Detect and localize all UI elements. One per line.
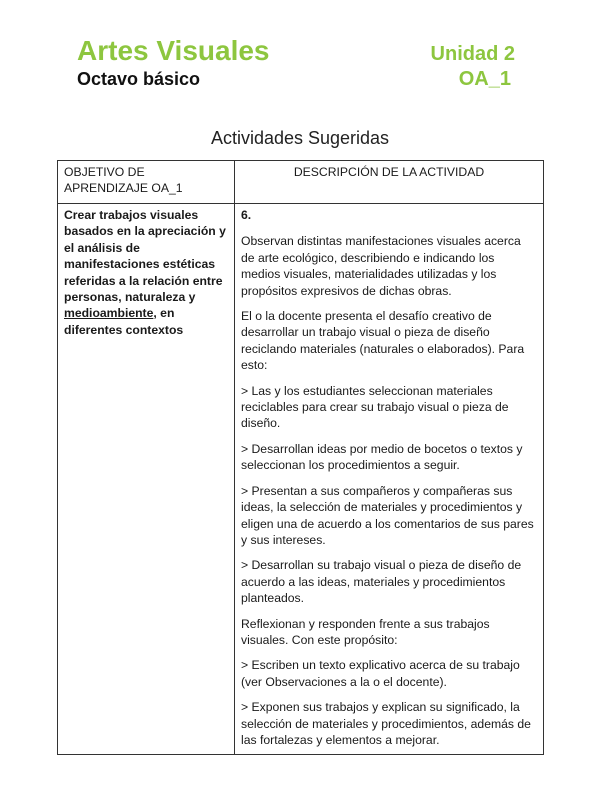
header-row-top	[77, 34, 517, 68]
objective-text-end: , en diferentes contextos	[64, 306, 184, 337]
description-paragraph: El o la docente presenta el desafío creativo de desarrollar un trabajo visual o pieza de diseño reciclando materiales (naturales o elaborados). Para esto:	[241, 309, 525, 373]
objective-cell	[58, 204, 235, 755]
activity-number: 6.	[241, 208, 252, 222]
grade-level: Octavo básico	[77, 69, 201, 89]
table-header-row	[58, 161, 544, 204]
objective-column-header: OBJETIVO DE APRENDIZAJE OA_1	[58, 161, 235, 204]
page-header	[77, 34, 517, 91]
description-bullet: > Exponen sus trabajos y explican su significado, la selección de materiales y procedimientos, además de las fortalezas y elementos a mejorar.	[241, 700, 531, 747]
description-paragraph: Observan distintas manifestaciones visuales acerca de arte ecológico, describiendo e indicando los medios visuales, materialidades utilizadas y los propósitos expresivos de dichas obras.	[241, 234, 521, 298]
description-column-header: DESCRIPCIÓN DE LA ACTIVIDAD	[235, 161, 544, 204]
activity-table	[57, 160, 544, 755]
objective-code: OA_1	[458, 68, 511, 90]
description-bullet: > Desarrollan ideas por medio de bocetos o textos y seleccionan los procedimientos a seguir.	[241, 441, 523, 473]
table-row	[58, 204, 544, 755]
objective-text: Crear trabajos visuales basados en la apreciación y el análisis de manifestaciones estéticas referidas a la relación entre personas, naturaleza y	[64, 208, 226, 305]
document-title: Artes Visuales	[77, 35, 270, 66]
description-bullet: > Escriben un texto explicativo acerca de su trabajo (ver Observaciones a la o el docente).	[241, 658, 520, 689]
section-title: Actividades Sugeridas	[210, 128, 390, 148]
header-row-bottom	[77, 68, 517, 91]
description-bullet: > Las y los estudiantes seleccionan materiales reciclables para crear su trabajo visual o pieza de diseño.	[241, 383, 509, 431]
unit-label: Unidad 2	[430, 43, 515, 65]
objective-underlined-term: medioambiente	[64, 306, 154, 321]
description-paragraph: Reflexionan y responden frente a sus trabajos visuales. Con este propósito:	[241, 616, 490, 647]
description-cell	[235, 204, 544, 755]
description-bullet: > Presentan a sus compañeros y compañeras sus ideas, la selección de materiales y procedimientos y eligen una de acuerdo a los comentarios de sus pares y sus intereses.	[241, 483, 534, 547]
description-bullet: > Desarrollan su trabajo visual o pieza de diseño de acuerdo a las ideas, materiales y procedimientos planteados.	[241, 558, 522, 606]
